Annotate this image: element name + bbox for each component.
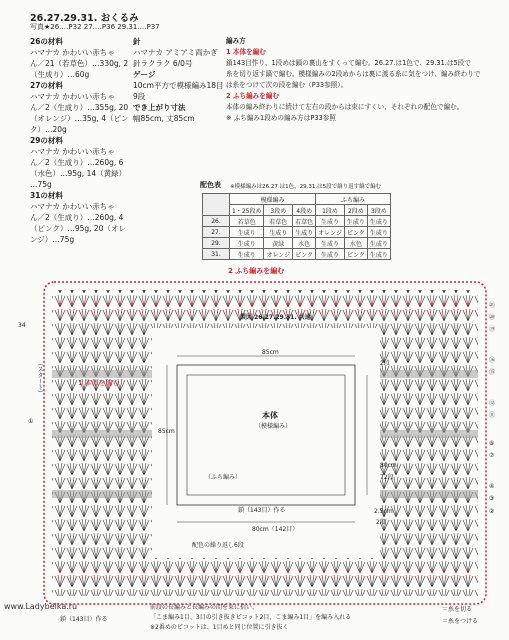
section1-label: 1 本体を編む (78, 379, 120, 387)
table-cell: オレンジ (264, 249, 293, 260)
footer-note-2: 「こま編み1目、3目の引き抜きピコット2目、こま編み1目」を編み入れる (150, 614, 352, 621)
col-header: 1・25段め (230, 205, 264, 216)
material-line: …75g (30, 180, 52, 189)
table-row (203, 216, 391, 227)
rows-right-label: 72段 (380, 474, 394, 481)
table-cell: 生成り (264, 227, 293, 238)
color-table-note: ※模様編みは26.27.は1色、29.31.は5段で縞り返す縞で編む (230, 184, 382, 190)
table-cell: オレンジ (316, 227, 345, 238)
col-header: 2段め (344, 205, 367, 216)
materials-block (30, 36, 128, 245)
table-row (203, 227, 391, 238)
row-marker: ⑯ (489, 357, 496, 364)
page-title: 26.27.29.31. おくるみ (30, 13, 139, 24)
stripe (52, 430, 152, 438)
stripe (380, 370, 478, 378)
rows-top-label: 2段 (380, 360, 390, 367)
needle-title: 針 (133, 37, 141, 46)
material-26-title: 26の材料 (30, 37, 63, 46)
left-row-1: ① (28, 418, 34, 425)
material-line: ん／21（若草色）…330g, 2 (30, 59, 129, 68)
table-cell: ピンク (344, 249, 367, 260)
repeat-label: 配色の繰り返し6段 (192, 542, 244, 549)
width-bottom-label: 80cm（142目） (252, 526, 299, 533)
table-cell: ピンク (344, 227, 367, 238)
material-line: ハマナカ かわいい赤ちゃ (30, 147, 115, 156)
needle-line: 針ラクラク 6/0号 (133, 59, 193, 68)
row-marker: ⑧ (489, 440, 495, 447)
stripe (52, 370, 152, 378)
row-label: 26. (203, 216, 230, 227)
col-header: 3段め (367, 205, 390, 216)
col-header: 4段め (293, 205, 316, 216)
color-table-title: 配色表 (200, 181, 221, 189)
method-block (226, 36, 481, 124)
table-cell: ピンク (293, 249, 316, 260)
color-table (202, 193, 391, 260)
right-pattern-band (380, 328, 478, 558)
photo-reference: 写真★26.…P32 27.…P36 29.31.…P37 (30, 23, 160, 31)
body-subtitle: （模様編み） (255, 423, 292, 430)
pattern-header: 模様編み (230, 194, 316, 205)
table-cell: 生成り (230, 238, 264, 249)
row-marker: ㉑ (489, 302, 496, 309)
step1-line: 鎖143目作り、1段めは鎖の裏山をすくって編む。26.27.は1色で、29.31.は5段で (226, 59, 471, 67)
table-row (203, 249, 391, 260)
table-row (203, 238, 391, 249)
table-cell: 生成り (293, 227, 316, 238)
material-line: ん／2（生成り）…260g, 6 (30, 158, 124, 167)
row-marker: ⑲ (489, 326, 496, 333)
footer-note-1: 前段の長編みと長編みの間を束に拾い、 (150, 604, 259, 611)
material-29-title: 29の材料 (30, 136, 63, 145)
row-marker: ③ (489, 495, 495, 502)
row-label: 29. (203, 238, 230, 249)
table-cell: 黄緑 (264, 238, 293, 249)
footer-note-3: ※2番めのピコットは、1目めと同じ位置に引き抜く (150, 624, 289, 631)
edge-header: ふち編み (316, 194, 391, 205)
tools-block (133, 36, 224, 124)
material-line: ク）…20g (30, 125, 67, 134)
stripe (380, 430, 478, 438)
table-cell: 生成り (316, 249, 345, 260)
body-title: 本体 (262, 411, 278, 420)
edge-width-label: 2.5cm (374, 508, 393, 515)
legend-cut: ＝糸を切る (442, 606, 473, 613)
size-line: 幅85cm, 丈85cm (133, 114, 195, 123)
legend-attach: ＝糸をつける (442, 618, 479, 625)
needle-line: ハマナカ アミアミ両かぎ (133, 48, 218, 57)
material-line: ハマナカ かわいい赤ちゃ (30, 48, 115, 57)
stripe (380, 490, 478, 498)
row-marker: ⑮ (489, 369, 496, 376)
table-cell: 若草色 (264, 216, 293, 227)
step2-line: 本体の編み終わりに続けて左右の段からは束にすくい、それぞれの配色で編む。 (226, 103, 464, 111)
row-label: 27. (203, 227, 230, 238)
material-line: （生成り）…60g (30, 70, 90, 79)
edge-rows-label: 2段 (376, 519, 386, 526)
table-cell: 生成り (230, 249, 264, 260)
step1-line: は糸をつけて次の段を編む（P33参照）。 (226, 81, 348, 89)
gauge-line: 9段 (133, 92, 146, 101)
method-title: 編み方 (226, 37, 246, 45)
watermark-link[interactable]: www.Ladybelka.ru (4, 602, 78, 611)
chain-start-label: 鎖（143目）作る (60, 616, 108, 623)
table-cell: 若草色 (230, 216, 264, 227)
section2-label: 2 ふち編みを編む (228, 267, 285, 275)
table-cell: 生成り (367, 227, 390, 238)
step2-line: ※ ふち編み1段めの編み方はP33参照 (226, 114, 336, 122)
material-line: ん／2（生成り）…355g, 20 (30, 103, 129, 112)
material-31-title: 31の材料 (30, 191, 63, 200)
material-line: ん／2（生成り）…260g, 4 (30, 213, 124, 222)
material-line: ハマナカ かわいい赤ちゃ (30, 202, 115, 211)
step2-title: 2 ふち編みを編む (226, 92, 280, 100)
material-line: （ピンク）…95g, 20（オレ (30, 224, 126, 233)
step1-title: 1 本体を編む (226, 48, 266, 56)
material-27-title: 27の材料 (30, 81, 63, 90)
chain-label: 鎖（143目）作る (238, 507, 286, 514)
table-cell: 生成り (316, 216, 345, 227)
row-label: 31. (203, 249, 230, 260)
height-left-label: 85cm (158, 428, 175, 435)
row-marker: ⑫ (489, 400, 496, 407)
height-right-label: 80cm (380, 462, 397, 469)
row-marker: ⑦ (489, 452, 495, 459)
left-row-34: 34 (18, 322, 26, 329)
table-cell: 水色 (344, 238, 367, 249)
left-pattern-band (52, 328, 152, 558)
table-cell: 生成り (367, 238, 390, 249)
material-line: ンジ）…75g (30, 235, 75, 244)
row-marker: ② (489, 508, 495, 515)
material-line: （オレンジ）…35g, 4（ピン (30, 114, 129, 123)
drawing-label: 製図 26.27.29.31. 共通 (240, 314, 311, 321)
table-cell: 生成り (230, 227, 264, 238)
material-line: ハマナカ かわいい赤ちゃ (30, 92, 115, 101)
table-cell: 生成り (367, 249, 390, 260)
col-header: 3段め (264, 205, 293, 216)
material-line: （水色）…95g, 14（黄緑） (30, 169, 127, 178)
table-cell: 生成り (316, 238, 345, 249)
gauge-title: ゲージ (133, 70, 156, 79)
step1-line: 糸を切り返す縞で編む。模様編みの2段めからは裏に渡る糸に気をつけ、編み終わりで (226, 70, 481, 78)
table-cell: 若草色 (293, 216, 316, 227)
width-top-label: 85cm (262, 349, 279, 356)
table-cell: 水色 (293, 238, 316, 249)
col-header: 1段め (316, 205, 345, 216)
size-title: でき上がり寸法 (133, 103, 186, 112)
gauge-line: 10cm平方で模様編み18目 (133, 81, 224, 90)
bottom-red-row (52, 570, 478, 580)
row-marker: ⑪ (489, 412, 496, 419)
edge-label: （ふち編み） (205, 474, 242, 481)
crochet-diagram (42, 280, 497, 610)
row-marker: ④ (489, 483, 495, 490)
start-label: （スタート） (36, 360, 43, 396)
table-cell: 生成り (344, 216, 367, 227)
stripe (52, 490, 152, 498)
table-cell: 生成り (367, 216, 390, 227)
row-marker: ⑳ (489, 314, 496, 321)
